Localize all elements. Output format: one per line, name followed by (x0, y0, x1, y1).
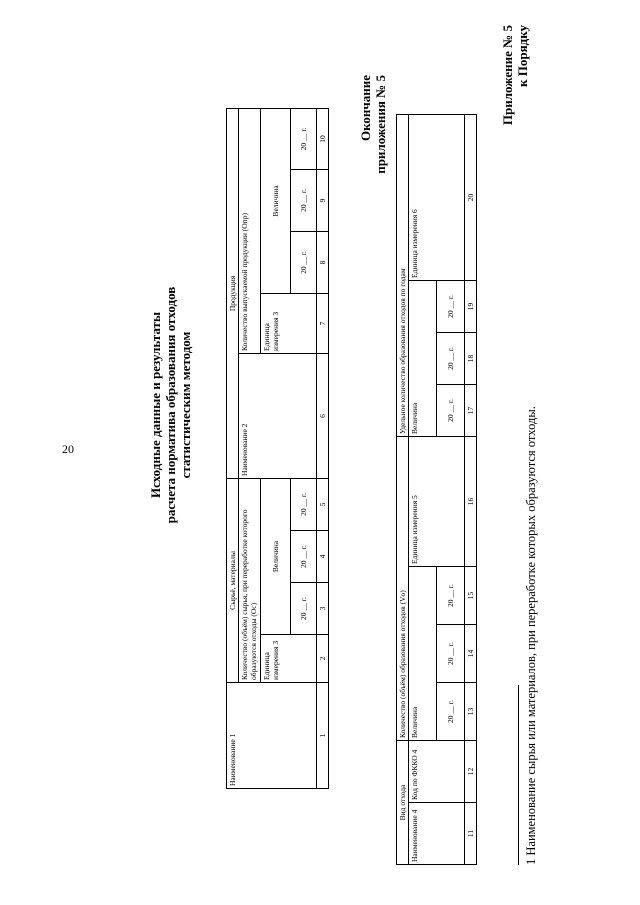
results-table (396, 114, 477, 865)
t1-year-2: 20 __ г. (291, 531, 317, 583)
t1-product-qty-header: Количество выпускаемой продукции (Oпр) (239, 108, 261, 353)
t1-col-number: 3 (317, 583, 329, 635)
t1-col-number: 7 (317, 293, 329, 353)
t2-waste-qty-header: Количество (объём) образования отходов (Vо) (397, 436, 409, 740)
page-number: 20 (62, 442, 74, 456)
t1-col-number: 5 (317, 478, 329, 530)
footnote: 1 Наименование сырья или материалов, при переработке которых образуются отходы. (524, 406, 538, 865)
t1-product-unit-header: Единица измерения 3 (261, 293, 317, 353)
source-data-table (226, 108, 329, 789)
t2-col-number: 12 (465, 741, 477, 803)
t2-unit6-header: Единица измерения 6 (409, 114, 465, 280)
t2-specific-magnitude-header: Величина (409, 280, 437, 436)
t1-col-number: 6 (317, 353, 329, 478)
t2-col-number: 18 (465, 332, 477, 384)
appendix-line2: к Порядку (515, 25, 530, 87)
appendix-line1: Приложение № 5 (500, 25, 515, 126)
t1-product-magnitude-header: Величина (261, 108, 291, 293)
t1-col-number: 4 (317, 531, 329, 583)
t2-col-number: 17 (465, 384, 477, 436)
t1-product-name-header: Наименование 2 (239, 353, 317, 478)
t2-col-number: 19 (465, 280, 477, 332)
t1-raw-unit-header: Единица измерения 3 (261, 635, 317, 683)
t2-col-number: 13 (465, 683, 477, 741)
t2-name-header: Наименование 4 (409, 803, 465, 865)
t1-raw-magnitude-header: Величина (261, 478, 291, 634)
ending-line2: приложения № 5 (373, 75, 388, 174)
t2-fkko-header: Код по ФККО 4 (409, 741, 465, 803)
t1-product-group-header: Продукция (227, 108, 239, 478)
t2-unit5-header: Единица измерения 5 (409, 436, 465, 566)
t1-year-1: 20 __ г. (291, 583, 317, 635)
t1-year-3: 20 __ г. (291, 478, 317, 530)
t1-raw-group-header: Сырьё, материалы (227, 478, 239, 682)
t2-year-6: 20 __ г. (437, 280, 465, 332)
ending-line1: Окончание (358, 75, 373, 142)
ending-label (358, 75, 388, 225)
t2-col-number: 11 (465, 803, 477, 865)
t2-col-number: 15 (465, 567, 477, 625)
footnote-separator (518, 685, 519, 865)
t2-col-number: 16 (465, 436, 477, 566)
t1-col-number: 10 (317, 108, 329, 169)
document-title (148, 205, 193, 605)
t2-year-4: 20 __ г. (437, 384, 465, 436)
t1-year-6: 20 __ г. (291, 108, 317, 169)
t2-specific-header: Удельное количество образования отходов по годам (397, 114, 409, 436)
t1-raw-qty-header: Количество (объём) сырья, при переработке которого образуются отходы (Oс) (239, 478, 261, 682)
t2-col-number: 20 (465, 114, 477, 280)
t2-year-1: 20 __ г. (437, 683, 465, 741)
t1-year-4: 20 __ г. (291, 231, 317, 293)
t2-col-number: 14 (465, 625, 477, 683)
t2-waste-type-header: Вид отхода (397, 741, 409, 865)
t2-year-5: 20 __ г. (437, 332, 465, 384)
t1-name-header: Наименование 1 (227, 683, 317, 789)
t2-year-2: 20 __ г. (437, 625, 465, 683)
t2-year-3: 20 __ г. (437, 567, 465, 625)
t1-col-number: 2 (317, 635, 329, 683)
t1-year-5: 20 __ г. (291, 169, 317, 231)
title-line2: расчета норматива образования отходов (163, 286, 178, 524)
t1-col-number: 9 (317, 169, 329, 231)
t1-col-number: 1 (317, 683, 329, 789)
title-line3: статистическим методом (178, 331, 193, 479)
title-line1: Исходные данные и результаты (148, 311, 163, 499)
t2-magnitude-header: Величина (409, 567, 437, 741)
t1-col-number: 8 (317, 231, 329, 293)
